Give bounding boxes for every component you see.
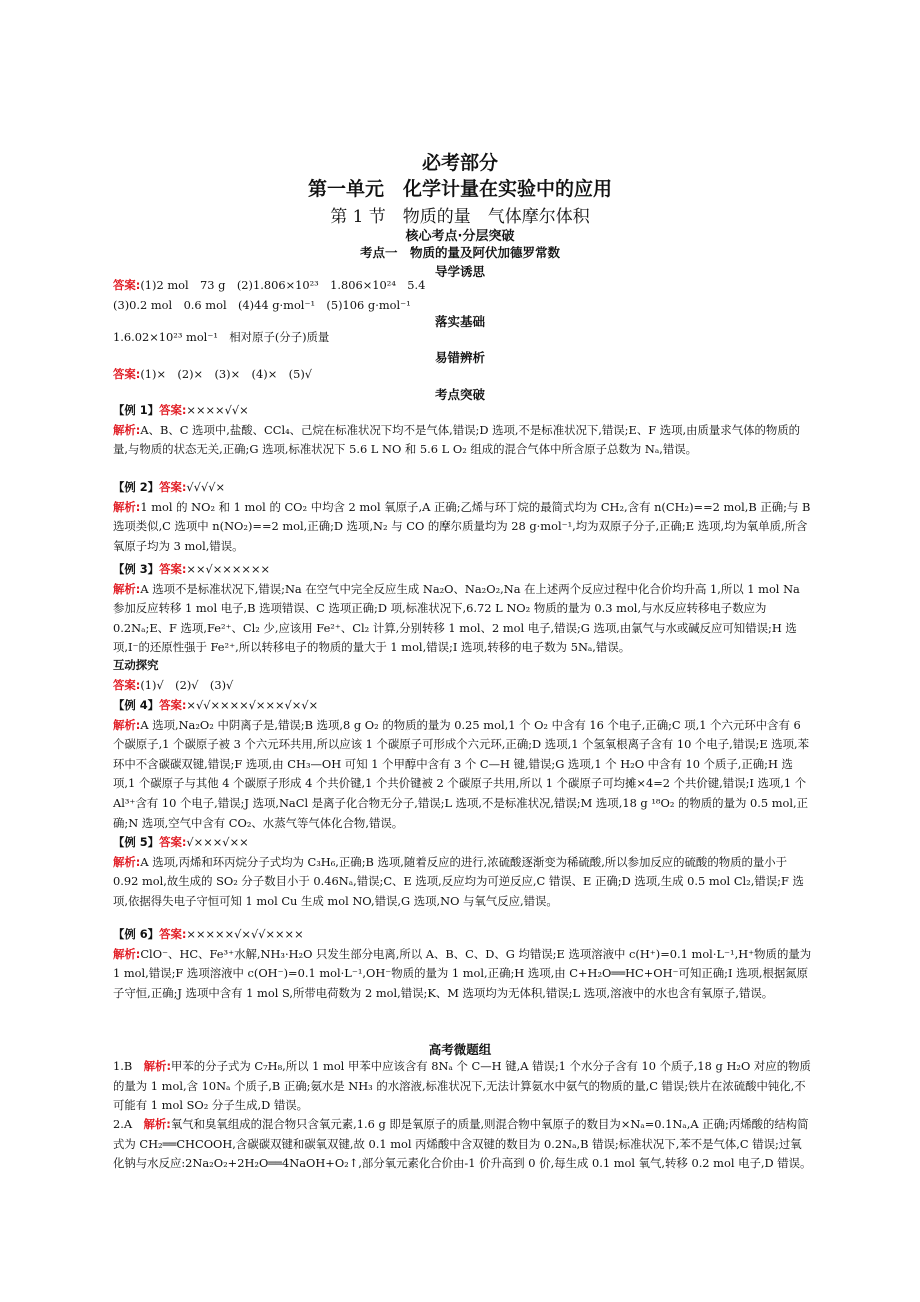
example-1-label: 【例 1】 bbox=[113, 403, 160, 417]
core-heading: 核心考点·分层突破 bbox=[405, 229, 515, 244]
guide-line-1 bbox=[113, 276, 813, 296]
example-4-analysis: A 选项,Na₂O₂ 中阴离子是,错误;B 选项,8 g O₂ 的物质的量为 0.25 mol,1 个 O₂ 中含有 16 个电子,正确;C 项,1 个六元环中含有 6 个碳原子,1 个碳原子被 3 个六元环共用,所以应该 1 个碳原子可形成个六元环,正确;D 选项,1 个氢氧根离子含有 10 个电子,错误;E 选项,苯环中不含碳碳双键,错误;F 选项,由 CH₃—OH 可知 1 个甲醇中含有 3 个 C—H 键,错误;G 选项,1 个 H₂O 中含有 10 个质子,正确;H 选项,1 个碳原子与其他 4 个碳原子形成 4 个共价键,1 个共价键被 2 个碳原子共用,所以 1 个碳原子可均摊×4=2 个共价键,错误;I 选项,1 个 Al³⁺含有 10 个电子,错误;J 选项,NaCl 是离子化合物无分子,错误;L 选项,不是标准状况,错误;M 选项,18 g ¹⁸O₂ 的物质的量为 0.5 mol,正确;N 选项,空气中含有 CO₂、水蒸气等气体化合物,错误。 bbox=[113, 717, 810, 830]
basics-line: 1.6.02×10²³ mol⁻¹ 相对原子(分子)质量 bbox=[113, 330, 330, 344]
example-1-analysis: A、B、C 选项中,盐酸、CCl₄、己烷在标准状况下均不是气体,错误;D 选项,不是标准状况下,错误;E、F 选项,由质量求气体的物质的量,与物质的状态无关,正确;G 选项,标准状况下 5.6 L NO 和 5.6 L O₂ 组成的混合气体中所含原子总数为 Nₐ,错误。 bbox=[113, 422, 801, 457]
interactive-answer: (1)√ (2)√ (3)√ bbox=[140, 677, 234, 692]
errors-heading: 易错辨析 bbox=[434, 350, 485, 365]
part-title: 必考部分 bbox=[421, 152, 498, 174]
breakthrough-heading: 考点突破 bbox=[434, 387, 485, 402]
interactive-heading: 互动探究 bbox=[113, 658, 159, 672]
example-6-analysis: ClO⁻、HC、Fe³⁺水解,NH₃·H₂O 只发生部分电离,所以 A、B、C、D、G 均错误;E 选项溶液中 c(H⁺)=0.1 mol·L⁻¹,H⁺物质的量为 1 mol,错误;F 选项溶液中 c(OH⁻)=0.1 mol·L⁻¹,OH⁻物质的量为 1 mol,正确;H 选项,由 C+H₂O══HC+OH⁻可知正确;I 选项,根据氮原子守恒,正确;J 选项中含有 1 mol S,所带电荷数为 2 mol,错误;K、M 选项均为无体积,错误;L 选项,溶液中的水也含有氧原子,错误。 bbox=[113, 946, 812, 1000]
example-6 bbox=[113, 925, 813, 1003]
example-3-answer: ××√×××××× bbox=[186, 562, 271, 576]
errors-answer-text: (1)× (2)× (3)× (4)× (5)√ bbox=[140, 367, 313, 381]
analysis-label: 解析: bbox=[143, 1117, 171, 1131]
example-5-analysis: A 选项,丙烯和环丙烷分子式均为 C₃H₆,正确;B 选项,随着反应的进行,浓硫酸逐渐变为稀硫酸,所以参加反应的硫酸的物质的量小于 0.92 mol,故生成的 SO₂ 分子数目小于 0.46Nₐ,错误;C、E 选项,反应均为可逆反应,C 错误、E 正确;D 选项,生成 0.5 mol Cl₂,错误;F 选项,依据得失电子守恒可知 1 mol Cu 生成 mol NO,错误,G 选项,NO 与氧气反应,错误。 bbox=[113, 854, 804, 908]
answer-label: 答案: bbox=[159, 835, 187, 849]
example-2-analysis: 1 mol 的 NO₂ 和 1 mol 的 CO₂ 中均含 2 mol 氧原子,A 正确;乙烯与环丁烷的最简式均为 CH₂,含有 n(CH₂)==2 mol,B 正确;与 B 选项类似,C 选项中 n(NO₂)==2 mol,正确;D 选项,N₂ 与 CO 的摩尔质量均为 28 g·mol⁻¹,均为双原子分子,正确;E 选项,均为氧单质,所含氧原子均为 3 mol,错误。 bbox=[113, 499, 811, 553]
basics-heading: 落实基础 bbox=[434, 314, 485, 329]
exam-2-analysis: 氧气和臭氧组成的混合物只含氧元素,1.6 g 即是氧原子的质量,则混合物中氧原子的数目为×Nₐ=0.1Nₐ,A 正确;丙烯酸的结构简式为 CH₂══CHCOOH,含碳碳双键和碳氧双键,故 0.1 mol 丙烯酸中含双键的数目为 0.2Nₐ,B 错误;标准状况下,苯不是气体,C 错误;过氧化钠与水反应:2Na₂O₂+2H₂O══4NaOH+O₂↑,部分氧元素化合价由-1 价升高到 0 价,每生成 0.1 mol 氧气,转移 0.2 mol 电子,D 错误。 bbox=[113, 1117, 812, 1171]
analysis-label: 解析: bbox=[113, 854, 141, 869]
answer-label: 答案: bbox=[159, 480, 187, 494]
example-3-label: 【例 3】 bbox=[113, 562, 160, 576]
example-6-answer: ×××××√×√√×××× bbox=[186, 927, 304, 941]
errors-answer bbox=[113, 365, 813, 385]
analysis-label: 解析: bbox=[143, 1059, 171, 1073]
answer-label: 答案: bbox=[113, 367, 141, 381]
guide-answers bbox=[113, 276, 813, 315]
answer-label: 答案: bbox=[113, 677, 141, 692]
answer-label: 答案: bbox=[159, 698, 187, 712]
example-4 bbox=[113, 696, 813, 833]
example-2-label: 【例 2】 bbox=[113, 480, 160, 494]
analysis-label: 解析: bbox=[113, 422, 141, 437]
exam-question-2 bbox=[113, 1115, 813, 1174]
example-2-answer: √√√√× bbox=[186, 480, 225, 494]
example-5 bbox=[113, 833, 813, 911]
example-6-label: 【例 6】 bbox=[113, 927, 160, 941]
example-5-answer: √×××√×× bbox=[186, 835, 249, 849]
example-3 bbox=[113, 560, 813, 658]
example-2 bbox=[113, 478, 813, 556]
exam-question-1 bbox=[113, 1057, 813, 1116]
example-3-analysis: A 选项不是标准状况下,错误;Na 在空气中完全反应生成 Na₂O、Na₂O₂,Na 在上述两个反应过程中化合价均升高 1,所以 1 mol Na 参加反应转移 1 mol 电子,B 选项错误、C 选项正确;D 项,标准状况下,6.72 L NO₂ 物质的量为 0.3 mol,与水反应转移电子数应为 0.2Nₐ;E、F 选项,Fe²⁺、Cl₂ 少,应该用 Fe²⁺、Cl₂ 计算,分别转移 1 mol、2 mol 电子,错误;G 选项,由氯气与水或碱反应可知错误;H 选项,I⁻的还原性强于 Fe²⁺,所以转移电子的物质的量大于 1 mol,错误;I 选项,转移的电子数为 5Nₐ,错误。 bbox=[113, 581, 800, 655]
answer-label: 答案: bbox=[159, 403, 187, 417]
exam-heading: 高考微题组 bbox=[428, 1042, 492, 1057]
guide-line-2: (3)0.2 mol 0.6 mol (4)44 g·mol⁻¹ (5)106 g·mol⁻¹ bbox=[113, 297, 411, 312]
interactive-block bbox=[113, 656, 813, 695]
section-title: 第 1 节 物质的量 气体摩尔体积 bbox=[330, 207, 590, 227]
example-4-answer: ×√√××××√×××√×√× bbox=[186, 698, 319, 712]
analysis-label: 解析: bbox=[113, 717, 141, 732]
analysis-label: 解析: bbox=[113, 581, 141, 596]
example-1 bbox=[113, 401, 813, 460]
point-heading: 考点一 物质的量及阿伏加德罗常数 bbox=[359, 245, 560, 260]
exam-1-analysis: 甲苯的分子式为 C₇H₈,所以 1 mol 甲苯中应该含有 8Nₐ 个 C—H 键,A 错误;1 个水分子含有 10 个质子,18 g H₂O 对应的物质的量为 1 mol,含 10Nₐ 个质子,B 正确;氨水是 NH₃ 的水溶液,标准状况下,无法计算氨水中氨气的物质的量,C 错误;铁片在浓硫酸中钝化,不可能有 1 mol SO₂ 分子生成,D 错误。 bbox=[113, 1059, 811, 1113]
example-5-label: 【例 5】 bbox=[113, 835, 160, 849]
analysis-label: 解析: bbox=[113, 499, 141, 514]
guide-line-1-text: (1)2 mol 73 g (2)1.806×10²³ 1.806×10²⁴ 5.4 bbox=[140, 278, 426, 292]
example-1-answer: ××××√√× bbox=[186, 403, 249, 417]
answer-label: 答案: bbox=[159, 562, 187, 576]
exam-1-answer: 1.B bbox=[113, 1059, 133, 1073]
answer-label: 答案: bbox=[113, 278, 141, 292]
unit-title: 第一单元 化学计量在实验中的应用 bbox=[307, 178, 612, 200]
guide-heading: 导学诱思 bbox=[434, 264, 485, 279]
exam-2-answer: 2.A bbox=[113, 1117, 133, 1131]
answer-label: 答案: bbox=[159, 927, 187, 941]
example-4-label: 【例 4】 bbox=[113, 698, 160, 712]
analysis-label: 解析: bbox=[113, 946, 141, 961]
